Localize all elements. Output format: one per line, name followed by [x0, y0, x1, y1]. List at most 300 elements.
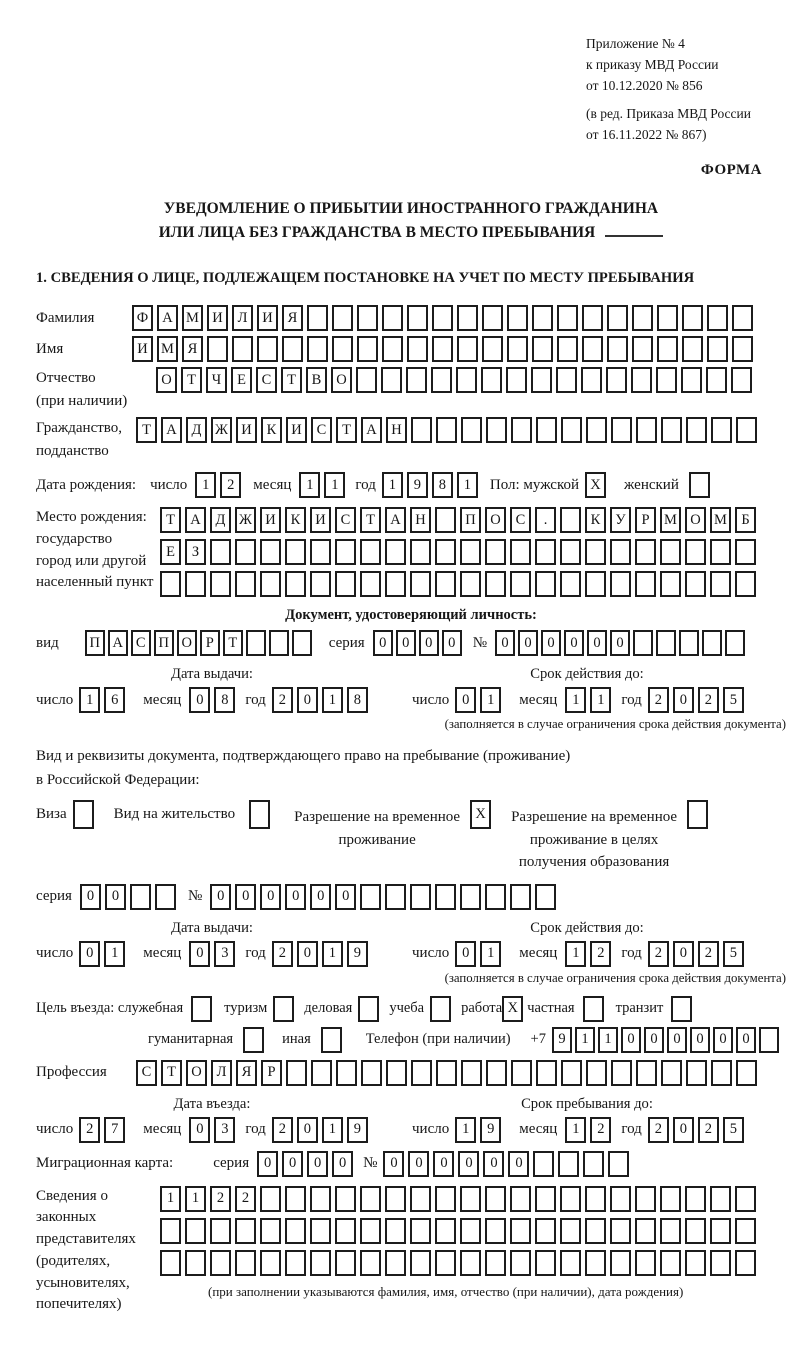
- representative-cell[interactable]: [685, 1218, 706, 1244]
- permit-number-cell[interactable]: 0: [260, 884, 281, 910]
- doc-series-cell[interactable]: 0: [442, 630, 462, 656]
- surname-cell[interactable]: [657, 305, 678, 331]
- citizenship-cell[interactable]: [736, 417, 757, 443]
- patronymic-cell[interactable]: [506, 367, 527, 393]
- representative-cell[interactable]: [535, 1250, 556, 1276]
- given-name-cell[interactable]: И: [132, 336, 153, 362]
- birth-year-cell[interactable]: 8: [432, 472, 453, 498]
- patronymic-cell[interactable]: [731, 367, 752, 393]
- surname-cell[interactable]: [532, 305, 553, 331]
- birth-year-cell[interactable]: 9: [407, 472, 428, 498]
- birth-place-cell[interactable]: [485, 571, 506, 597]
- profession-cell[interactable]: О: [186, 1060, 207, 1086]
- doc-series-cell[interactable]: 0: [396, 630, 416, 656]
- representative-cell[interactable]: [710, 1250, 731, 1276]
- profession-cell[interactable]: [536, 1060, 557, 1086]
- valid-year-cell[interactable]: 0: [673, 687, 694, 713]
- profession-cell[interactable]: [636, 1060, 657, 1086]
- surname-cell[interactable]: [632, 305, 653, 331]
- representative-cell[interactable]: [535, 1218, 556, 1244]
- permit-issue-year-cell[interactable]: 9: [347, 941, 368, 967]
- valid-day-cell[interactable]: 0: [455, 687, 476, 713]
- permit-number-cell[interactable]: [485, 884, 506, 910]
- representative-cell[interactable]: [160, 1218, 181, 1244]
- representative-cell[interactable]: [685, 1250, 706, 1276]
- birth-place-cell[interactable]: С: [335, 507, 356, 533]
- birth-place-cell[interactable]: С: [510, 507, 531, 533]
- representative-cell[interactable]: [535, 1186, 556, 1212]
- birth-place-cell[interactable]: [235, 539, 256, 565]
- entry-day-cell[interactable]: 7: [104, 1117, 125, 1143]
- doc-number-cell[interactable]: 0: [518, 630, 538, 656]
- surname-cell[interactable]: [707, 305, 728, 331]
- surname-cell[interactable]: [307, 305, 328, 331]
- birth-place-cell[interactable]: [510, 571, 531, 597]
- profession-cell[interactable]: Л: [211, 1060, 232, 1086]
- citizenship-cell[interactable]: [611, 417, 632, 443]
- given-name-cell[interactable]: [707, 336, 728, 362]
- permit-number-cell[interactable]: [435, 884, 456, 910]
- given-name-cell[interactable]: [482, 336, 503, 362]
- purpose-transit-cell[interactable]: [671, 996, 692, 1022]
- patronymic-cell[interactable]: [381, 367, 402, 393]
- representative-cell[interactable]: [435, 1186, 456, 1212]
- patronymic-cell[interactable]: [456, 367, 477, 393]
- representative-cell[interactable]: [610, 1218, 631, 1244]
- profession-cell[interactable]: С: [136, 1060, 157, 1086]
- representative-cell[interactable]: [360, 1218, 381, 1244]
- issue-year-cell[interactable]: 0: [297, 687, 318, 713]
- birth-place-cell[interactable]: [660, 571, 681, 597]
- entry-year-cell[interactable]: 9: [347, 1117, 368, 1143]
- profession-cell[interactable]: [661, 1060, 682, 1086]
- representative-cell[interactable]: [360, 1250, 381, 1276]
- stay-month-cell[interactable]: 2: [590, 1117, 611, 1143]
- representative-cell[interactable]: [660, 1218, 681, 1244]
- patronymic-cell[interactable]: [706, 367, 727, 393]
- doc-type-cell[interactable]: [292, 630, 312, 656]
- given-name-cell[interactable]: [682, 336, 703, 362]
- residence-permit-cell[interactable]: [249, 800, 270, 829]
- migration-number-cell[interactable]: [608, 1151, 629, 1177]
- birth-place-cell[interactable]: К: [285, 507, 306, 533]
- doc-number-cell[interactable]: [633, 630, 653, 656]
- representative-cell[interactable]: [735, 1218, 756, 1244]
- citizenship-cell[interactable]: [586, 417, 607, 443]
- birth-place-cell[interactable]: [585, 539, 606, 565]
- patronymic-cell[interactable]: Т: [181, 367, 202, 393]
- issue-year-cell[interactable]: 2: [272, 687, 293, 713]
- profession-cell[interactable]: Р: [261, 1060, 282, 1086]
- profession-cell[interactable]: [311, 1060, 332, 1086]
- purpose-study-cell[interactable]: [430, 996, 451, 1022]
- patronymic-cell[interactable]: С: [256, 367, 277, 393]
- representative-cell[interactable]: [510, 1218, 531, 1244]
- birth-year-cell[interactable]: 1: [382, 472, 403, 498]
- birth-place-cell[interactable]: [410, 539, 431, 565]
- birth-place-cell[interactable]: П: [460, 507, 481, 533]
- sex-male-cell[interactable]: X: [585, 472, 606, 498]
- birth-place-cell[interactable]: [185, 571, 206, 597]
- doc-number-cell[interactable]: [679, 630, 699, 656]
- representative-cell[interactable]: [410, 1186, 431, 1212]
- stay-year-cell[interactable]: 0: [673, 1117, 694, 1143]
- permit-issue-year-cell[interactable]: 2: [272, 941, 293, 967]
- representative-cell[interactable]: [585, 1218, 606, 1244]
- birth-place-cell[interactable]: [260, 571, 281, 597]
- given-name-cell[interactable]: [432, 336, 453, 362]
- sex-female-cell[interactable]: [689, 472, 710, 498]
- purpose-official-cell[interactable]: [191, 996, 212, 1022]
- permit-valid-month-cell[interactable]: 1: [565, 941, 586, 967]
- birth-place-cell[interactable]: [610, 539, 631, 565]
- given-name-cell[interactable]: [332, 336, 353, 362]
- representative-cell[interactable]: 1: [160, 1186, 181, 1212]
- birth-place-cell[interactable]: [560, 539, 581, 565]
- patronymic-cell[interactable]: [556, 367, 577, 393]
- surname-cell[interactable]: [607, 305, 628, 331]
- permit-valid-day-cell[interactable]: 0: [455, 941, 476, 967]
- doc-number-cell[interactable]: 0: [541, 630, 561, 656]
- representative-cell[interactable]: [210, 1218, 231, 1244]
- representative-cell[interactable]: [510, 1250, 531, 1276]
- surname-cell[interactable]: [407, 305, 428, 331]
- valid-day-cell[interactable]: 1: [480, 687, 501, 713]
- given-name-cell[interactable]: [457, 336, 478, 362]
- profession-cell[interactable]: [586, 1060, 607, 1086]
- doc-type-cell[interactable]: С: [131, 630, 151, 656]
- given-name-cell[interactable]: [382, 336, 403, 362]
- surname-cell[interactable]: [357, 305, 378, 331]
- birth-place-cell[interactable]: У: [610, 507, 631, 533]
- surname-cell[interactable]: И: [207, 305, 228, 331]
- representative-cell[interactable]: [285, 1250, 306, 1276]
- entry-month-cell[interactable]: 3: [214, 1117, 235, 1143]
- given-name-cell[interactable]: Я: [182, 336, 203, 362]
- representative-cell[interactable]: [385, 1186, 406, 1212]
- birth-place-cell[interactable]: [260, 539, 281, 565]
- permit-issue-year-cell[interactable]: 0: [297, 941, 318, 967]
- surname-cell[interactable]: [332, 305, 353, 331]
- representative-cell[interactable]: [260, 1250, 281, 1276]
- given-name-cell[interactable]: [307, 336, 328, 362]
- entry-year-cell[interactable]: 0: [297, 1117, 318, 1143]
- representative-cell[interactable]: [585, 1186, 606, 1212]
- birth-place-cell[interactable]: .: [535, 507, 556, 533]
- doc-type-cell[interactable]: П: [154, 630, 174, 656]
- birth-place-cell[interactable]: О: [485, 507, 506, 533]
- given-name-cell[interactable]: М: [157, 336, 178, 362]
- purpose-private-cell[interactable]: [583, 996, 604, 1022]
- birth-place-cell[interactable]: Р: [635, 507, 656, 533]
- birth-place-cell[interactable]: И: [260, 507, 281, 533]
- birth-place-cell[interactable]: [435, 539, 456, 565]
- profession-cell[interactable]: [461, 1060, 482, 1086]
- citizenship-cell[interactable]: [636, 417, 657, 443]
- phone-cell[interactable]: 0: [621, 1027, 641, 1053]
- phone-cell[interactable]: 0: [644, 1027, 664, 1053]
- birth-day-cell[interactable]: 1: [195, 472, 216, 498]
- purpose-humanitarian-cell[interactable]: [243, 1027, 264, 1053]
- surname-cell[interactable]: Л: [232, 305, 253, 331]
- surname-cell[interactable]: [732, 305, 753, 331]
- representative-cell[interactable]: [385, 1250, 406, 1276]
- birth-month-cell[interactable]: 1: [324, 472, 345, 498]
- permit-number-cell[interactable]: 0: [210, 884, 231, 910]
- birth-place-cell[interactable]: [635, 539, 656, 565]
- representative-cell[interactable]: [660, 1250, 681, 1276]
- birth-place-cell[interactable]: [560, 571, 581, 597]
- birth-place-cell[interactable]: [360, 571, 381, 597]
- phone-cell[interactable]: 0: [667, 1027, 687, 1053]
- representative-cell[interactable]: [210, 1250, 231, 1276]
- representative-cell[interactable]: [310, 1250, 331, 1276]
- profession-cell[interactable]: [711, 1060, 732, 1086]
- patronymic-cell[interactable]: [431, 367, 452, 393]
- representative-cell[interactable]: [560, 1250, 581, 1276]
- birth-place-cell[interactable]: [235, 571, 256, 597]
- phone-cell[interactable]: 0: [690, 1027, 710, 1053]
- representative-cell[interactable]: [235, 1218, 256, 1244]
- temp-residence-edu-cell[interactable]: [687, 800, 708, 829]
- profession-cell[interactable]: [561, 1060, 582, 1086]
- birth-place-cell[interactable]: [585, 571, 606, 597]
- surname-cell[interactable]: [582, 305, 603, 331]
- permit-series-cell[interactable]: 0: [105, 884, 126, 910]
- representative-cell[interactable]: [635, 1186, 656, 1212]
- birth-place-cell[interactable]: М: [710, 507, 731, 533]
- birth-place-cell[interactable]: [510, 539, 531, 565]
- citizenship-cell[interactable]: И: [286, 417, 307, 443]
- profession-cell[interactable]: Я: [236, 1060, 257, 1086]
- representative-cell[interactable]: [560, 1186, 581, 1212]
- birth-place-cell[interactable]: [310, 571, 331, 597]
- permit-series-cell[interactable]: [130, 884, 151, 910]
- profession-cell[interactable]: [486, 1060, 507, 1086]
- citizenship-cell[interactable]: [661, 417, 682, 443]
- citizenship-cell[interactable]: [686, 417, 707, 443]
- surname-cell[interactable]: [457, 305, 478, 331]
- valid-year-cell[interactable]: 2: [698, 687, 719, 713]
- citizenship-cell[interactable]: Ж: [211, 417, 232, 443]
- birth-place-cell[interactable]: [335, 539, 356, 565]
- entry-year-cell[interactable]: 1: [322, 1117, 343, 1143]
- profession-cell[interactable]: Т: [161, 1060, 182, 1086]
- birth-place-cell[interactable]: [210, 571, 231, 597]
- birth-place-cell[interactable]: Т: [360, 507, 381, 533]
- birth-place-cell[interactable]: К: [585, 507, 606, 533]
- profession-cell[interactable]: [436, 1060, 457, 1086]
- phone-cell[interactable]: 1: [575, 1027, 595, 1053]
- citizenship-cell[interactable]: [411, 417, 432, 443]
- citizenship-cell[interactable]: С: [311, 417, 332, 443]
- surname-cell[interactable]: [507, 305, 528, 331]
- birth-place-cell[interactable]: [285, 539, 306, 565]
- patronymic-cell[interactable]: [681, 367, 702, 393]
- birth-place-cell[interactable]: А: [185, 507, 206, 533]
- doc-series-cell[interactable]: 0: [419, 630, 439, 656]
- citizenship-cell[interactable]: [486, 417, 507, 443]
- given-name-cell[interactable]: [407, 336, 428, 362]
- birth-place-cell[interactable]: [435, 507, 456, 533]
- birth-place-cell[interactable]: Ж: [235, 507, 256, 533]
- stay-day-cell[interactable]: 1: [455, 1117, 476, 1143]
- entry-year-cell[interactable]: 2: [272, 1117, 293, 1143]
- permit-valid-year-cell[interactable]: 2: [698, 941, 719, 967]
- birth-place-cell[interactable]: [385, 571, 406, 597]
- given-name-cell[interactable]: [232, 336, 253, 362]
- surname-cell[interactable]: А: [157, 305, 178, 331]
- permit-number-cell[interactable]: 0: [235, 884, 256, 910]
- representative-cell[interactable]: [410, 1218, 431, 1244]
- entry-month-cell[interactable]: 0: [189, 1117, 210, 1143]
- birth-place-cell[interactable]: [335, 571, 356, 597]
- birth-place-cell[interactable]: [210, 539, 231, 565]
- representative-cell[interactable]: [460, 1218, 481, 1244]
- permit-valid-month-cell[interactable]: 2: [590, 941, 611, 967]
- permit-number-cell[interactable]: [385, 884, 406, 910]
- birth-year-cell[interactable]: 1: [457, 472, 478, 498]
- birth-place-cell[interactable]: [685, 539, 706, 565]
- profession-cell[interactable]: [411, 1060, 432, 1086]
- migration-series-cell[interactable]: 0: [282, 1151, 303, 1177]
- birth-place-cell[interactable]: [610, 571, 631, 597]
- permit-series-cell[interactable]: [155, 884, 176, 910]
- given-name-cell[interactable]: [282, 336, 303, 362]
- permit-number-cell[interactable]: [460, 884, 481, 910]
- birth-place-cell[interactable]: [160, 571, 181, 597]
- birth-place-cell[interactable]: [535, 571, 556, 597]
- phone-cell[interactable]: 1: [598, 1027, 618, 1053]
- given-name-cell[interactable]: [557, 336, 578, 362]
- valid-year-cell[interactable]: 5: [723, 687, 744, 713]
- migration-number-cell[interactable]: [583, 1151, 604, 1177]
- doc-number-cell[interactable]: [656, 630, 676, 656]
- representative-cell[interactable]: [610, 1250, 631, 1276]
- permit-number-cell[interactable]: 0: [310, 884, 331, 910]
- given-name-cell[interactable]: [582, 336, 603, 362]
- migration-series-cell[interactable]: 0: [332, 1151, 353, 1177]
- citizenship-cell[interactable]: [436, 417, 457, 443]
- permit-issue-day-cell[interactable]: 1: [104, 941, 125, 967]
- surname-cell[interactable]: [682, 305, 703, 331]
- representative-cell[interactable]: 2: [235, 1186, 256, 1212]
- surname-cell[interactable]: М: [182, 305, 203, 331]
- profession-cell[interactable]: [386, 1060, 407, 1086]
- patronymic-cell[interactable]: В: [306, 367, 327, 393]
- doc-number-cell[interactable]: [725, 630, 745, 656]
- doc-type-cell[interactable]: Т: [223, 630, 243, 656]
- birth-place-cell[interactable]: Б: [735, 507, 756, 533]
- birth-place-cell[interactable]: [460, 571, 481, 597]
- patronymic-cell[interactable]: [581, 367, 602, 393]
- citizenship-cell[interactable]: К: [261, 417, 282, 443]
- representative-cell[interactable]: [260, 1218, 281, 1244]
- given-name-cell[interactable]: [532, 336, 553, 362]
- doc-series-cell[interactable]: 0: [373, 630, 393, 656]
- citizenship-cell[interactable]: [511, 417, 532, 443]
- patronymic-cell[interactable]: [406, 367, 427, 393]
- citizenship-cell[interactable]: И: [236, 417, 257, 443]
- representative-cell[interactable]: [460, 1186, 481, 1212]
- birth-place-cell[interactable]: [635, 571, 656, 597]
- profession-cell[interactable]: [736, 1060, 757, 1086]
- representative-cell[interactable]: [335, 1186, 356, 1212]
- migration-number-cell[interactable]: 0: [383, 1151, 404, 1177]
- phone-cell[interactable]: [759, 1027, 779, 1053]
- representative-cell[interactable]: 1: [185, 1186, 206, 1212]
- doc-number-cell[interactable]: [702, 630, 722, 656]
- representative-cell[interactable]: [285, 1186, 306, 1212]
- doc-type-cell[interactable]: О: [177, 630, 197, 656]
- representative-cell[interactable]: [335, 1250, 356, 1276]
- representative-cell[interactable]: [485, 1250, 506, 1276]
- permit-issue-month-cell[interactable]: 0: [189, 941, 210, 967]
- permit-issue-month-cell[interactable]: 3: [214, 941, 235, 967]
- migration-number-cell[interactable]: 0: [508, 1151, 529, 1177]
- representative-cell[interactable]: [610, 1186, 631, 1212]
- doc-type-cell[interactable]: [246, 630, 266, 656]
- surname-cell[interactable]: Ф: [132, 305, 153, 331]
- representative-cell[interactable]: [185, 1250, 206, 1276]
- birth-place-cell[interactable]: [735, 571, 756, 597]
- given-name-cell[interactable]: [732, 336, 753, 362]
- citizenship-cell[interactable]: [561, 417, 582, 443]
- representative-cell[interactable]: [435, 1218, 456, 1244]
- surname-cell[interactable]: [432, 305, 453, 331]
- birth-place-cell[interactable]: А: [385, 507, 406, 533]
- permit-issue-year-cell[interactable]: 1: [322, 941, 343, 967]
- representative-cell[interactable]: [435, 1250, 456, 1276]
- given-name-cell[interactable]: [257, 336, 278, 362]
- representative-cell[interactable]: [485, 1186, 506, 1212]
- birth-place-cell[interactable]: [310, 539, 331, 565]
- permit-number-cell[interactable]: 0: [335, 884, 356, 910]
- birth-day-cell[interactable]: 2: [220, 472, 241, 498]
- birth-place-cell[interactable]: [685, 571, 706, 597]
- surname-cell[interactable]: [482, 305, 503, 331]
- issue-day-cell[interactable]: 6: [104, 687, 125, 713]
- representative-cell[interactable]: 2: [210, 1186, 231, 1212]
- temp-residence-cell[interactable]: X: [470, 800, 491, 829]
- permit-number-cell[interactable]: [410, 884, 431, 910]
- representative-cell[interactable]: [585, 1250, 606, 1276]
- stay-month-cell[interactable]: 1: [565, 1117, 586, 1143]
- birth-month-cell[interactable]: 1: [299, 472, 320, 498]
- patronymic-cell[interactable]: [656, 367, 677, 393]
- representative-cell[interactable]: [735, 1250, 756, 1276]
- citizenship-cell[interactable]: А: [161, 417, 182, 443]
- representative-cell[interactable]: [635, 1218, 656, 1244]
- patronymic-cell[interactable]: [531, 367, 552, 393]
- birth-place-cell[interactable]: О: [685, 507, 706, 533]
- issue-day-cell[interactable]: 1: [79, 687, 100, 713]
- birth-place-cell[interactable]: [735, 539, 756, 565]
- representative-cell[interactable]: [710, 1218, 731, 1244]
- citizenship-cell[interactable]: Н: [386, 417, 407, 443]
- citizenship-cell[interactable]: Т: [136, 417, 157, 443]
- permit-valid-day-cell[interactable]: 1: [480, 941, 501, 967]
- purpose-business-cell[interactable]: [358, 996, 379, 1022]
- valid-month-cell[interactable]: 1: [565, 687, 586, 713]
- given-name-cell[interactable]: [207, 336, 228, 362]
- profession-cell[interactable]: [361, 1060, 382, 1086]
- patronymic-cell[interactable]: [606, 367, 627, 393]
- patronymic-cell[interactable]: Ч: [206, 367, 227, 393]
- representative-cell[interactable]: [685, 1186, 706, 1212]
- entry-day-cell[interactable]: 2: [79, 1117, 100, 1143]
- patronymic-cell[interactable]: [356, 367, 377, 393]
